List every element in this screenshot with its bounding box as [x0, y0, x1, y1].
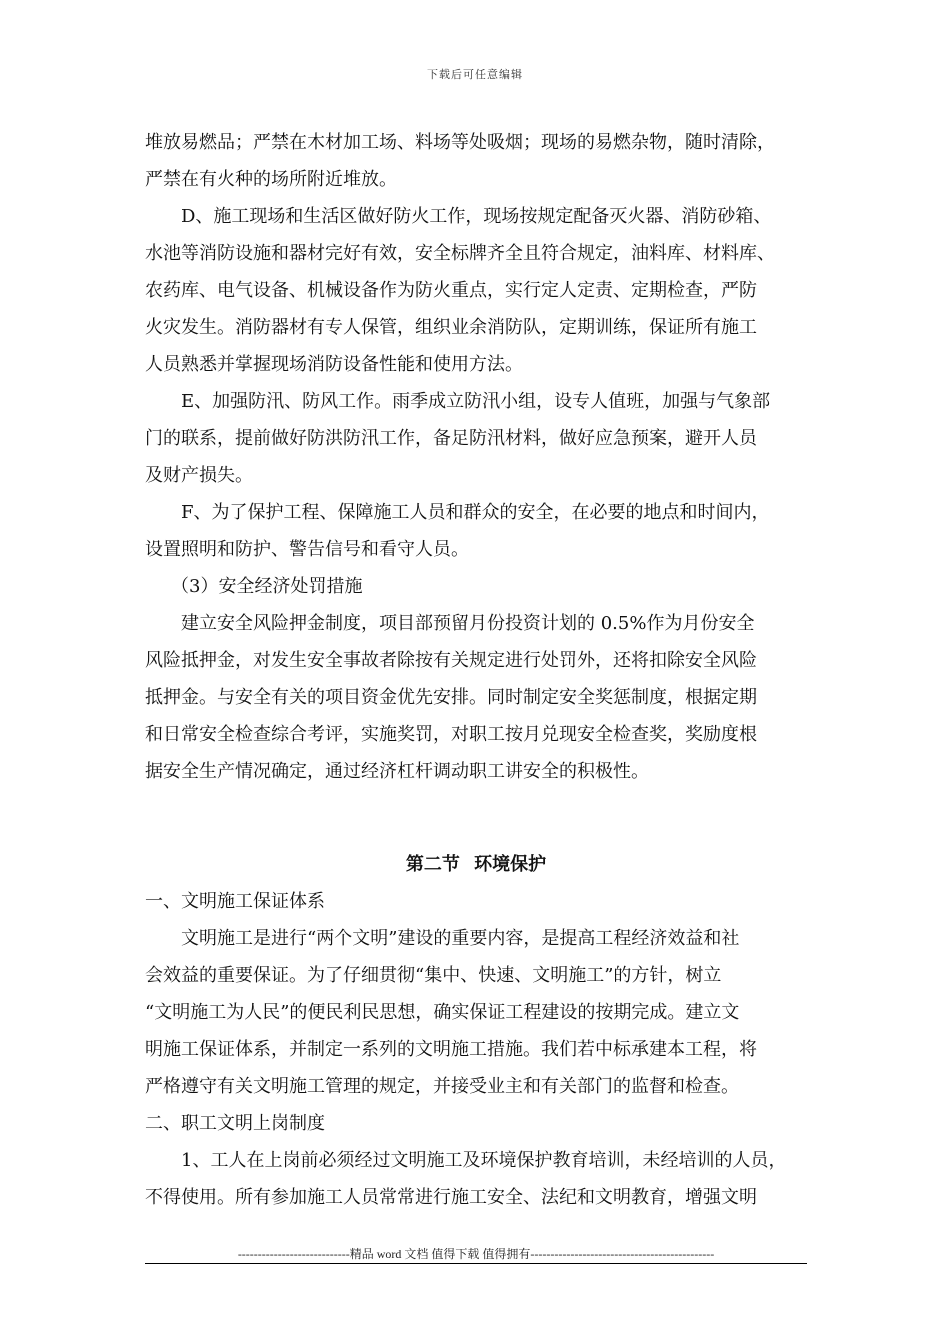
document-body	[145, 124, 807, 1216]
text-line: 二、职工文明上岗制度	[145, 1113, 325, 1134]
footer-divider	[145, 1263, 807, 1264]
text-line: 农药库、电气设备、机械设备作为防火重点，实行定人定责、定期检查，严防	[145, 280, 757, 301]
safety-measures-text	[145, 124, 807, 790]
text-line: 1、工人在上岗前必须经过文明施工及环境保护教育培训，未经培训的人员，	[181, 1150, 787, 1171]
environment-protection-text	[145, 883, 807, 1216]
page-footer: ----------------------------精品 word 文档 值得下载 值得拥有----------------------------------------------	[237, 1247, 715, 1261]
section-spacer	[145, 790, 807, 846]
text-line: （3）安全经济处罚措施	[171, 576, 363, 597]
text-line: 火灾发生。消防器材有专人保管，组织业余消防队，定期训练，保证所有施工	[145, 317, 757, 338]
text-line: 不得使用。所有参加施工人员常常进行施工安全、法纪和文明教育，增强文明	[145, 1187, 757, 1208]
text-line: D、施工现场和生活区做好防火工作，现场按规定配备灭火器、消防砂箱、	[181, 206, 772, 227]
text-line: “文明施工为人民”的便民利民思想，确实保证工程建设的按期完成。建立文	[145, 1002, 740, 1023]
text-line: 据安全生产情况确定，通过经济杠杆调动职工讲安全的积极性。	[145, 761, 649, 782]
text-line: 会效益的重要保证。为了仔细贯彻“集中、快速、文明施工”的方针，树立	[145, 965, 722, 986]
text-line: 人员熟悉并掌握现场消防设备性能和使用方法。	[145, 354, 523, 375]
text-line: 门的联系，提前做好防洪防汛工作，备足防汛材料，做好应急预案，避开人员	[145, 428, 757, 449]
text-line: 明施工保证体系，并制定一系列的文明施工措施。我们若中标承建本工程，将	[145, 1039, 757, 1060]
text-line: 水池等消防设施和器材完好有效，安全标牌齐全且符合规定，油料库、材料库、	[145, 243, 775, 264]
text-line: 抵押金。与安全有关的项目资金优先安排。同时制定安全奖惩制度，根据定期	[145, 687, 757, 708]
text-line: 建立安全风险押金制度，项目部预留月份投资计划的 0.5%作为月份安全	[181, 613, 755, 634]
section-title: 第二节 环境保护	[405, 854, 547, 875]
text-line: 设置照明和防护、警告信号和看守人员。	[145, 539, 469, 560]
page-header: 下载后可任意编辑	[427, 68, 523, 81]
text-line: 一、文明施工保证体系	[145, 891, 325, 912]
text-line: 严格遵守有关文明施工管理的规定，并接受业主和有关部门的监督和检查。	[145, 1076, 739, 1097]
text-line: 严禁在有火种的场所附近堆放。	[145, 169, 397, 190]
text-line: 和日常安全检查综合考评，实施奖罚，对职工按月兑现安全检查奖，奖励度根	[145, 724, 757, 745]
text-line: 及财产损失。	[145, 465, 253, 486]
text-line: F、为了保护工程、保障施工人员和群众的安全，在必要的地点和时间内，	[181, 502, 770, 523]
text-line: 文明施工是进行“两个文明”建设的重要内容，是提高工程经济效益和社	[181, 928, 740, 949]
text-line: 风险抵押金，对发生安全事故者除按有关规定进行处罚外，还将扣除安全风险	[145, 650, 757, 671]
text-line: 堆放易燃品；严禁在木材加工场、料场等处吸烟；现场的易燃杂物，随时清除，	[145, 132, 775, 153]
text-line: E、加强防汛、防风工作。雨季成立防汛小组，设专人值班，加强与气象部	[181, 391, 771, 412]
